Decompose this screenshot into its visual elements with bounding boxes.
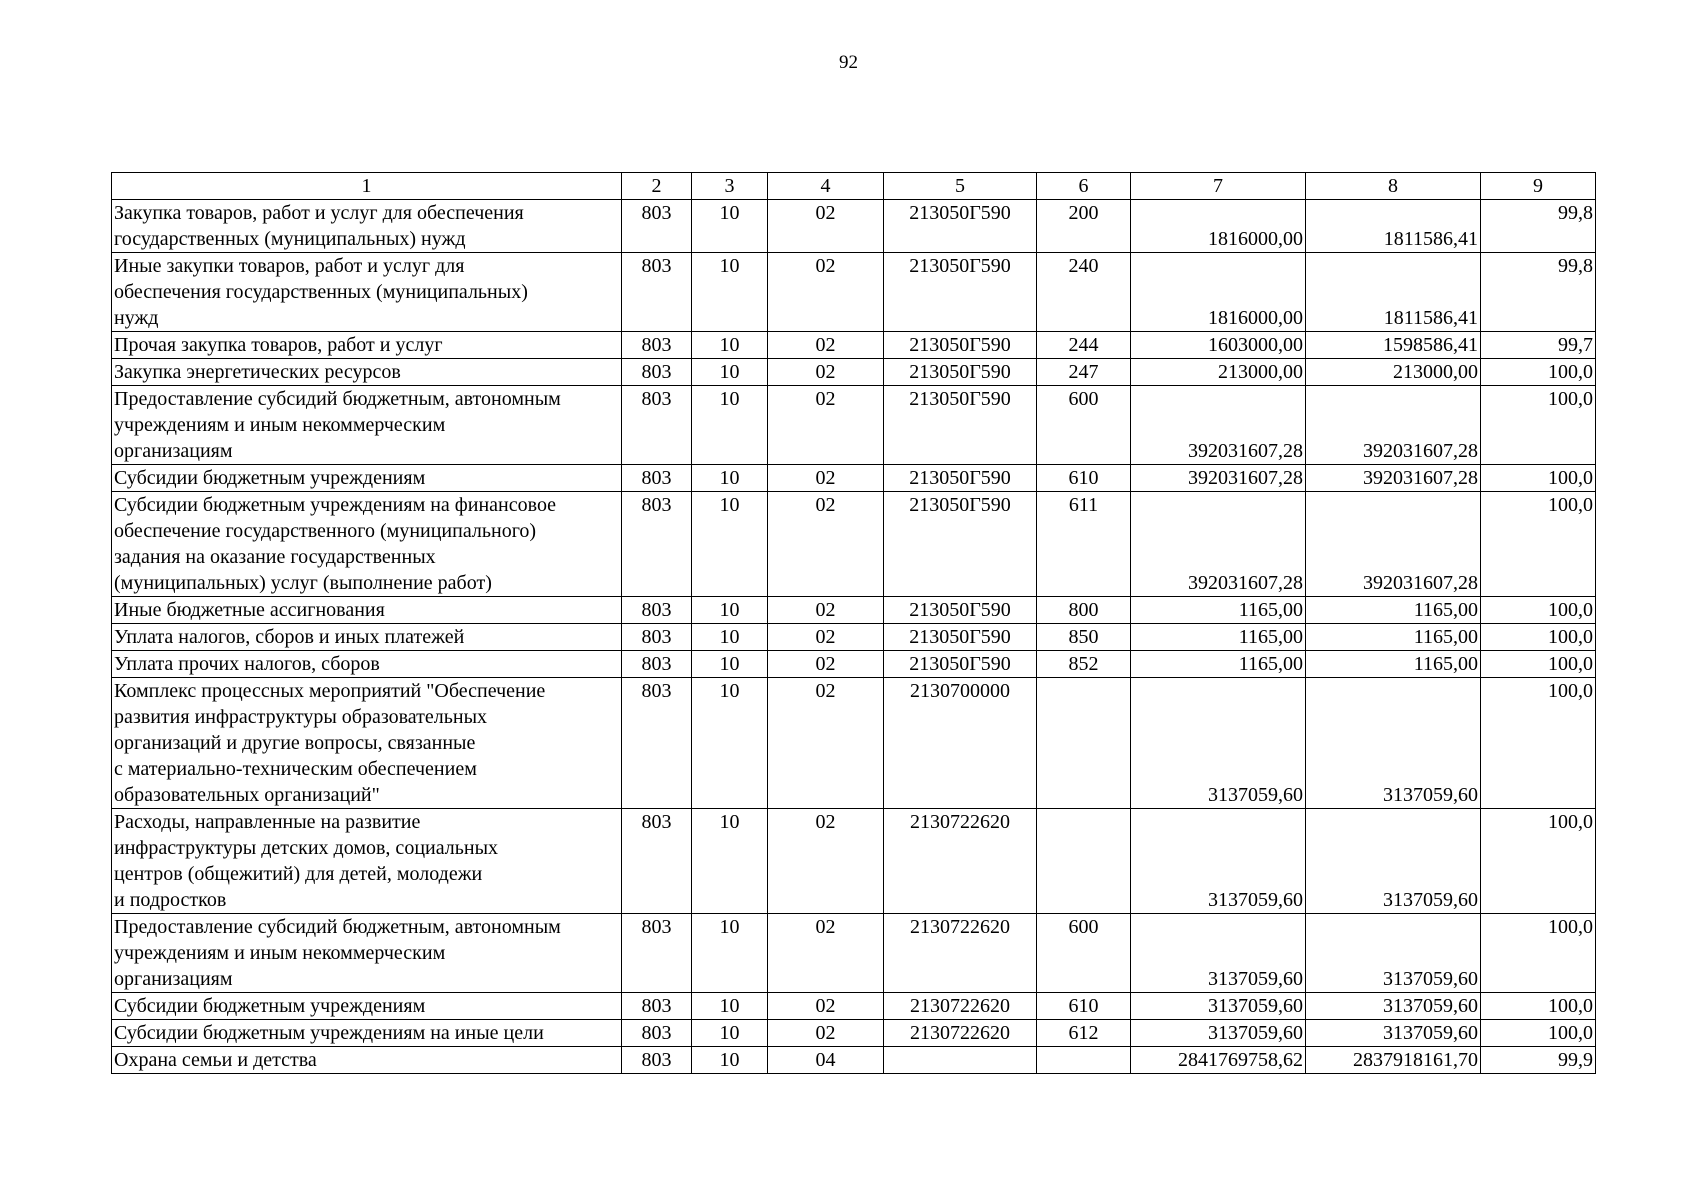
department-code-cell: 803 [622,651,692,678]
subsection-code-cell: 02 [768,993,884,1020]
execution-percent-cell: 100,0 [1481,651,1596,678]
execution-percent-cell: 99,9 [1481,1047,1596,1074]
item-name-cell: Иные закупки товаров, работ и услуг для обеспечения государственных (муниципальных) нужд [112,253,622,332]
column-header: 5 [884,173,1037,200]
expense-type-cell: 200 [1037,200,1131,253]
column-header: 8 [1306,173,1481,200]
execution-percent-cell: 100,0 [1481,993,1596,1020]
item-name-cell: Закупка товаров, работ и услуг для обеспечения государственных (муниципальных) нужд [112,200,622,253]
execution-percent-cell: 100,0 [1481,386,1596,465]
planned-amount-cell: 3137059,60 [1131,809,1306,914]
executed-amount-cell: 392031607,28 [1306,386,1481,465]
section-code-cell: 10 [692,597,768,624]
expense-type-cell: 611 [1037,492,1131,597]
table-row [112,809,1596,914]
section-code-cell: 10 [692,465,768,492]
table-row [112,597,1596,624]
executed-amount-cell: 1598586,41 [1306,332,1481,359]
item-name-cell: Субсидии бюджетным учреждениям на иные цели [112,1020,622,1047]
subsection-code-cell: 02 [768,651,884,678]
item-name-cell: Иные бюджетные ассигнования [112,597,622,624]
item-name-cell: Субсидии бюджетным учреждениям [112,465,622,492]
subsection-code-cell: 02 [768,200,884,253]
subsection-code-cell: 02 [768,624,884,651]
column-header: 7 [1131,173,1306,200]
executed-amount-cell: 1165,00 [1306,624,1481,651]
item-name-cell: Прочая закупка товаров, работ и услуг [112,332,622,359]
table-body [112,200,1596,1074]
table-row [112,200,1596,253]
expense-type-cell [1037,1047,1131,1074]
planned-amount-cell: 1603000,00 [1131,332,1306,359]
target-article-cell: 213050Г590 [884,253,1037,332]
table-row [112,678,1596,809]
column-header: 6 [1037,173,1131,200]
executed-amount-cell: 1165,00 [1306,651,1481,678]
expense-type-cell [1037,809,1131,914]
expense-type-cell: 600 [1037,386,1131,465]
executed-amount-cell: 3137059,60 [1306,993,1481,1020]
target-article-cell: 213050Г590 [884,332,1037,359]
target-article-cell: 213050Г590 [884,359,1037,386]
table-row [112,914,1596,993]
expense-type-cell: 610 [1037,465,1131,492]
expense-type-cell: 600 [1037,914,1131,993]
subsection-code-cell: 04 [768,1047,884,1074]
subsection-code-cell: 02 [768,332,884,359]
execution-percent-cell: 100,0 [1481,624,1596,651]
header-row [112,173,1596,200]
table-row [112,465,1596,492]
execution-percent-cell: 99,7 [1481,332,1596,359]
executed-amount-cell: 3137059,60 [1306,914,1481,993]
section-code-cell: 10 [692,993,768,1020]
planned-amount-cell: 1165,00 [1131,597,1306,624]
column-header: 3 [692,173,768,200]
planned-amount-cell: 392031607,28 [1131,492,1306,597]
item-name-cell: Уплата прочих налогов, сборов [112,651,622,678]
execution-percent-cell: 100,0 [1481,678,1596,809]
table-header [112,173,1596,200]
planned-amount-cell: 213000,00 [1131,359,1306,386]
expense-type-cell: 850 [1037,624,1131,651]
executed-amount-cell: 2837918161,70 [1306,1047,1481,1074]
target-article-cell: 213050Г590 [884,597,1037,624]
subsection-code-cell: 02 [768,1020,884,1047]
executed-amount-cell: 392031607,28 [1306,492,1481,597]
item-name-cell: Расходы, направленные на развитие инфраструктуры детских домов, социальных центров (общежитий) для детей, молодежи и подростков [112,809,622,914]
department-code-cell: 803 [622,678,692,809]
department-code-cell: 803 [622,359,692,386]
planned-amount-cell: 392031607,28 [1131,465,1306,492]
target-article-cell: 2130722620 [884,993,1037,1020]
executed-amount-cell: 213000,00 [1306,359,1481,386]
section-code-cell: 10 [692,492,768,597]
executed-amount-cell: 3137059,60 [1306,678,1481,809]
target-article-cell: 213050Г590 [884,651,1037,678]
section-code-cell: 10 [692,200,768,253]
target-article-cell: 2130722620 [884,1020,1037,1047]
subsection-code-cell: 02 [768,809,884,914]
page-number: 92 [839,52,858,73]
subsection-code-cell: 02 [768,914,884,993]
department-code-cell: 803 [622,465,692,492]
section-code-cell: 10 [692,624,768,651]
expense-type-cell [1037,678,1131,809]
subsection-code-cell: 02 [768,253,884,332]
item-name-cell: Субсидии бюджетным учреждениям [112,993,622,1020]
target-article-cell: 213050Г590 [884,492,1037,597]
expense-type-cell: 852 [1037,651,1131,678]
table-row [112,332,1596,359]
expense-type-cell: 612 [1037,1020,1131,1047]
table-row [112,624,1596,651]
item-name-cell: Уплата налогов, сборов и иных платежей [112,624,622,651]
column-header: 1 [112,173,622,200]
expense-type-cell: 800 [1037,597,1131,624]
item-name-cell: Комплекс процессных мероприятий "Обеспечение развития инфраструктуры образовательных организаций и другие вопросы, связанные с материально-техническим обеспечением образовательных организаций" [112,678,622,809]
department-code-cell: 803 [622,253,692,332]
table-row [112,1047,1596,1074]
expense-type-cell: 240 [1037,253,1131,332]
item-name-cell: Предоставление субсидий бюджетным, автономным учреждениям и иным некоммерческим организациям [112,914,622,993]
execution-percent-cell: 99,8 [1481,253,1596,332]
executed-amount-cell: 3137059,60 [1306,809,1481,914]
section-code-cell: 10 [692,914,768,993]
planned-amount-cell: 3137059,60 [1131,678,1306,809]
section-code-cell: 10 [692,1020,768,1047]
expense-type-cell: 610 [1037,993,1131,1020]
execution-percent-cell: 100,0 [1481,465,1596,492]
section-code-cell: 10 [692,678,768,809]
planned-amount-cell: 2841769758,62 [1131,1047,1306,1074]
target-article-cell: 213050Г590 [884,200,1037,253]
execution-percent-cell: 99,8 [1481,200,1596,253]
section-code-cell: 10 [692,332,768,359]
column-header: 4 [768,173,884,200]
subsection-code-cell: 02 [768,359,884,386]
section-code-cell: 10 [692,386,768,465]
subsection-code-cell: 02 [768,597,884,624]
item-name-cell: Закупка энергетических ресурсов [112,359,622,386]
target-article-cell: 213050Г590 [884,465,1037,492]
item-name-cell: Охрана семьи и детства [112,1047,622,1074]
table-row [112,359,1596,386]
expense-type-cell: 247 [1037,359,1131,386]
department-code-cell: 803 [622,200,692,253]
subsection-code-cell: 02 [768,386,884,465]
table-row [112,386,1596,465]
department-code-cell: 803 [622,492,692,597]
column-header: 9 [1481,173,1596,200]
column-header: 2 [622,173,692,200]
department-code-cell: 803 [622,1020,692,1047]
table-row [112,253,1596,332]
expense-type-cell: 244 [1037,332,1131,359]
planned-amount-cell: 1165,00 [1131,624,1306,651]
execution-percent-cell: 100,0 [1481,809,1596,914]
department-code-cell: 803 [622,914,692,993]
table-row [112,492,1596,597]
department-code-cell: 803 [622,597,692,624]
executed-amount-cell: 1811586,41 [1306,200,1481,253]
section-code-cell: 10 [692,253,768,332]
subsection-code-cell: 02 [768,465,884,492]
execution-percent-cell: 100,0 [1481,359,1596,386]
execution-percent-cell: 100,0 [1481,1020,1596,1047]
executed-amount-cell: 3137059,60 [1306,1020,1481,1047]
executed-amount-cell: 1165,00 [1306,597,1481,624]
table-row [112,993,1596,1020]
target-article-cell: 2130722620 [884,914,1037,993]
execution-percent-cell: 100,0 [1481,597,1596,624]
department-code-cell: 803 [622,332,692,359]
planned-amount-cell: 1816000,00 [1131,253,1306,332]
section-code-cell: 10 [692,1047,768,1074]
target-article-cell: 213050Г590 [884,386,1037,465]
item-name-cell: Предоставление субсидий бюджетным, автономным учреждениям и иным некоммерческим организациям [112,386,622,465]
department-code-cell: 803 [622,809,692,914]
planned-amount-cell: 1165,00 [1131,651,1306,678]
section-code-cell: 10 [692,651,768,678]
execution-percent-cell: 100,0 [1481,914,1596,993]
target-article-cell: 2130722620 [884,809,1037,914]
execution-percent-cell: 100,0 [1481,492,1596,597]
target-article-cell: 213050Г590 [884,624,1037,651]
item-name-cell: Субсидии бюджетным учреждениям на финансовое обеспечение государственного (муниципального) задания на оказание государственных (муниципальных) услуг (выполнение работ) [112,492,622,597]
planned-amount-cell: 1816000,00 [1131,200,1306,253]
department-code-cell: 803 [622,993,692,1020]
planned-amount-cell: 392031607,28 [1131,386,1306,465]
section-code-cell: 10 [692,809,768,914]
subsection-code-cell: 02 [768,492,884,597]
department-code-cell: 803 [622,386,692,465]
executed-amount-cell: 1811586,41 [1306,253,1481,332]
target-article-cell: 2130700000 [884,678,1037,809]
executed-amount-cell: 392031607,28 [1306,465,1481,492]
planned-amount-cell: 3137059,60 [1131,1020,1306,1047]
department-code-cell: 803 [622,624,692,651]
target-article-cell [884,1047,1037,1074]
subsection-code-cell: 02 [768,678,884,809]
section-code-cell: 10 [692,359,768,386]
table-row [112,1020,1596,1047]
table-row [112,651,1596,678]
planned-amount-cell: 3137059,60 [1131,914,1306,993]
department-code-cell: 803 [622,1047,692,1074]
planned-amount-cell: 3137059,60 [1131,993,1306,1020]
budget-execution-table [111,172,1596,1074]
